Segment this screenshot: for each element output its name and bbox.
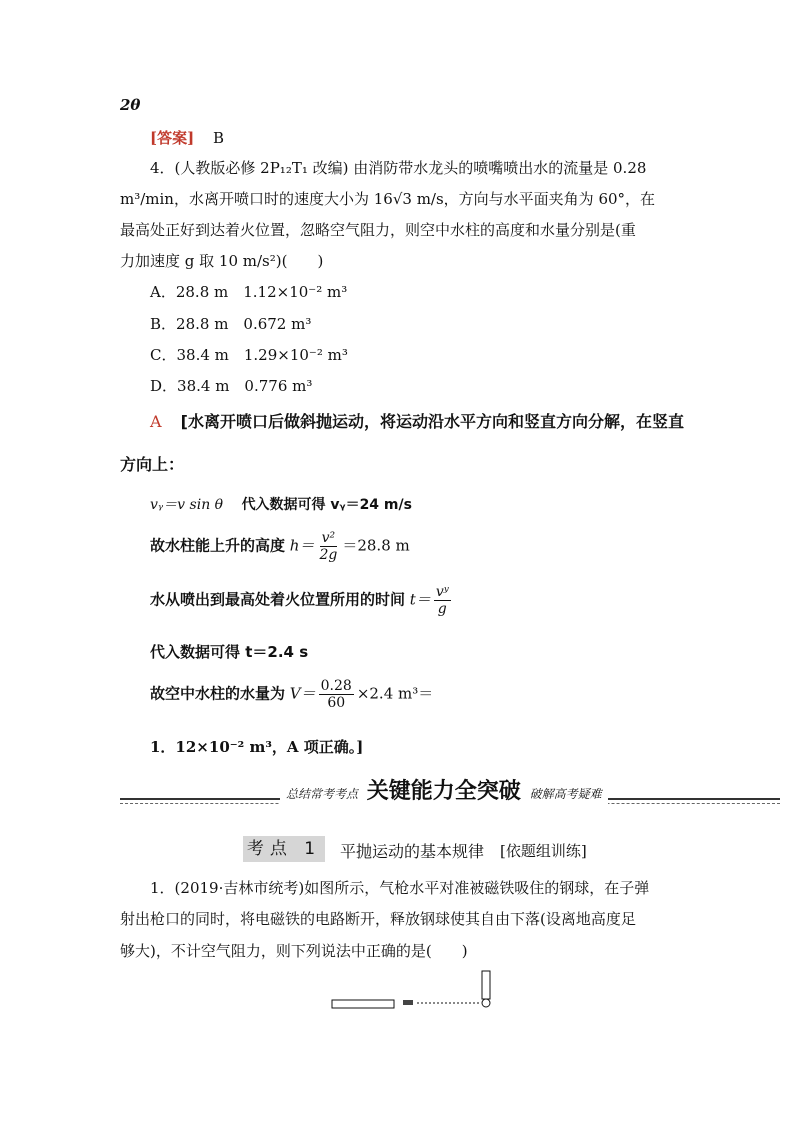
time-fraction: $\frac{\text{vʸ}}{g}$ (435, 584, 449, 618)
banner-right: 破解高考疑难 (529, 787, 602, 801)
topic-badge: 考点 1 (243, 836, 325, 862)
volume-fraction: $\frac{0.28}{60}$ (320, 678, 352, 712)
solution-final: 1．12×10⁻² m³，A 项正确。] (150, 738, 364, 756)
vy-result: 代入数据可得 vᵧ＝24 m/s (241, 497, 412, 513)
topic-tag: [依题组训练] (500, 842, 587, 860)
electromagnet (482, 971, 490, 999)
solution-intro2: 方向上： (120, 455, 185, 474)
banner-title: 关键能力全突破 (366, 779, 521, 804)
q4-line2: m³/min，水离开喷口时的速度大小为 16√3 m/s，方向与水平面夹角为 60°，在 (120, 190, 656, 208)
q1-line3: 够大)，不计空气阻力，则下列说法中正确的是( ) (120, 942, 468, 960)
time-line: 水从喷出到最高处着火位置所用的时间 t＝ $\frac{\text{vʸ}}{g}$ (150, 584, 449, 618)
q1-line2: 射出枪口的同时，将电磁铁的电路断开，释放钢球使其自由下落(设离地高度足 (120, 910, 636, 928)
q4-line3: 最高处正好到达着火位置，忽略空气阻力，则空中水柱的高度和水量分别是(重 (120, 221, 636, 239)
volume-line: 故空中水柱的水量为 V＝ $\frac{0.28}{60}$ ×2.4 m³＝ (150, 678, 434, 712)
section-banner (280, 774, 608, 805)
gun-magnet-figure (325, 965, 505, 1015)
answer-tag: [答案] (150, 129, 195, 147)
steel-ball (482, 999, 490, 1007)
topic-title: 平抛运动的基本规律 (340, 842, 485, 861)
answer-line (150, 127, 224, 148)
solution-intro: A [水离开喷口后做斜抛运动，将运动沿水平方向和竖直方向分解，在竖直 (150, 412, 684, 431)
vy-line (150, 494, 412, 514)
height-fraction: $\frac{\text{v²}}{2g}$ (319, 530, 338, 564)
option-c: C．38.4 m 1.29×10⁻² m³ (150, 346, 348, 364)
banner-left: 总结常考考点 (286, 787, 359, 801)
solution-letter: A (150, 412, 162, 431)
option-d: D．38.4 m 0.776 m³ (150, 377, 313, 395)
top-fragment: 2θ (120, 96, 141, 114)
q1-line1: 1．(2019·吉林市统考)如图所示，气枪水平对准被磁铁吸住的钢球，在子弹 (150, 879, 650, 897)
option-b: B．28.8 m 0.672 m³ (150, 315, 312, 333)
gun-barrel (332, 1000, 394, 1008)
time-result: 代入数据可得 t＝2.4 s (150, 643, 309, 661)
height-line: 故水柱能上升的高度 h＝ $\frac{\text{v²}}{2g}$ ＝28.8 m (150, 530, 410, 564)
answer-value: B (212, 129, 225, 147)
option-a: A．28.8 m 1.12×10⁻² m³ (150, 283, 348, 301)
vy-formula: vᵧ＝v sin θ (150, 497, 224, 513)
q4-line4: 力加速度 g 取 10 m/s²)( ) (120, 252, 324, 270)
q4-line1: 4．(人教版必修 2P₁₂T₁ 改编) 由消防带水龙头的喷嘴喷出水的流量是 0.28 (150, 159, 647, 177)
bullet (403, 1000, 413, 1005)
